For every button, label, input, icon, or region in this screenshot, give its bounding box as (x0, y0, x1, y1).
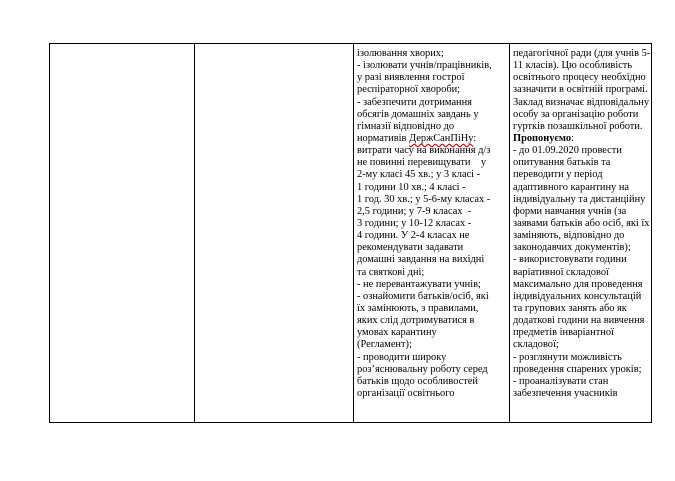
text-line: та святкові дні; (357, 266, 425, 278)
text-line: 1 години 10 хв.; 4 класі - (357, 181, 466, 193)
text-line: індивідуальну та дистанційну (513, 193, 646, 205)
text-line: організації освітнього (357, 387, 455, 399)
text-line: - використовувати години (513, 254, 627, 266)
text-line: - ознайомити батьків/осіб, які (357, 290, 489, 302)
text-line: 11 класів). Цю особливість (513, 60, 633, 72)
text-line: Заклад визначає відповідальну (513, 96, 650, 108)
text-line: предметів інваріантної (513, 327, 614, 339)
text-line: рекомендувати задавати (357, 242, 464, 254)
text-line: освітнього процесу необхідно (513, 72, 646, 84)
text-line: - забезпечити дотримання (357, 96, 472, 108)
text-line: домашні завдання на вихідні (357, 254, 485, 266)
text-line: обсягів домашніх завдань у (357, 108, 479, 120)
text-line: адаптивного карантину на (513, 181, 629, 193)
text-line: додаткові години на вивчення (513, 315, 645, 327)
text-line: варіативної складової (513, 266, 609, 278)
text-line: переводити у період (513, 169, 603, 181)
text-line: Пропонуємо: (513, 132, 574, 144)
text-line: їх замінюють, з правилами, (357, 302, 479, 314)
text-line: проведення спарених уроків; (513, 363, 642, 375)
text-line: 1 год. 30 хв.; у 5-6-му класах - (357, 193, 491, 205)
text-line: забезпечення учасників (513, 387, 618, 399)
text-line: - ізолювати учнів/працівників, (357, 60, 492, 72)
text-line: опитування батьків та (513, 157, 611, 169)
text-line: нормативів ДержСанПіНу: (357, 132, 477, 144)
text-line: - не перевантажувати учнів; (357, 278, 481, 290)
text-line: у разі виявлення гострої (357, 72, 465, 84)
text-line: гуртків позашкільної роботи. (513, 120, 643, 132)
text-line: респіраторної хвороби; (357, 84, 461, 96)
text-line: умовах карантину (357, 327, 437, 339)
table-column-divider-3 (509, 44, 510, 422)
table-cell-measures (357, 48, 492, 400)
text-line: індивідуальних консультацій (513, 290, 642, 302)
text-line: (Регламент); (357, 339, 412, 351)
text-line: 4 години. У 2-4 класах не (357, 230, 470, 242)
document-table (49, 43, 652, 423)
text-line: - до 01.09.2020 провести (513, 145, 622, 157)
text-line: гімназії відповідно до (357, 120, 455, 132)
text-line: 2-му класі 45 хв.; у 3 класі - (357, 169, 481, 181)
text-line: законодавчих документів); (513, 242, 631, 254)
text-line: особу за організацію роботи (513, 108, 639, 120)
table-cell-proposals (513, 48, 650, 400)
table-column-divider-2 (353, 44, 354, 422)
text-line: заявами батьків або осіб, які їх (513, 217, 650, 229)
text-line: складової; (513, 339, 559, 351)
text-line: - проводити широку (357, 351, 447, 363)
text-line: максимально для проведення (513, 278, 643, 290)
text-line: не повинні перевищувати у (357, 157, 487, 169)
text-line: - розглянути можливість (513, 351, 622, 363)
text-line: яких слід дотримуватися в (357, 315, 475, 327)
text-line: форми навчання учнів (за (513, 205, 627, 217)
text-line: витрати часу на виконання д/з (357, 145, 491, 157)
text-line: 3 години; у 10-12 класах - (357, 217, 472, 229)
text-line: та групових занять або як (513, 302, 627, 314)
text-line: зазначити в освітній програмі. (513, 84, 648, 96)
text-line: заміняють, відповідно до (513, 230, 625, 242)
text-line: педагогічної ради (для учнів 5- (513, 48, 651, 59)
table-column-divider-1 (194, 44, 195, 422)
text-line: роз’яснювальну роботу серед (357, 363, 488, 375)
text-line: батьків щодо особливостей (357, 375, 478, 387)
text-line: 2,5 години; у 7-9 класах - (357, 205, 472, 217)
text-line: ізолювання хворих; (357, 48, 444, 59)
text-line: - проаналізувати стан (513, 375, 609, 387)
